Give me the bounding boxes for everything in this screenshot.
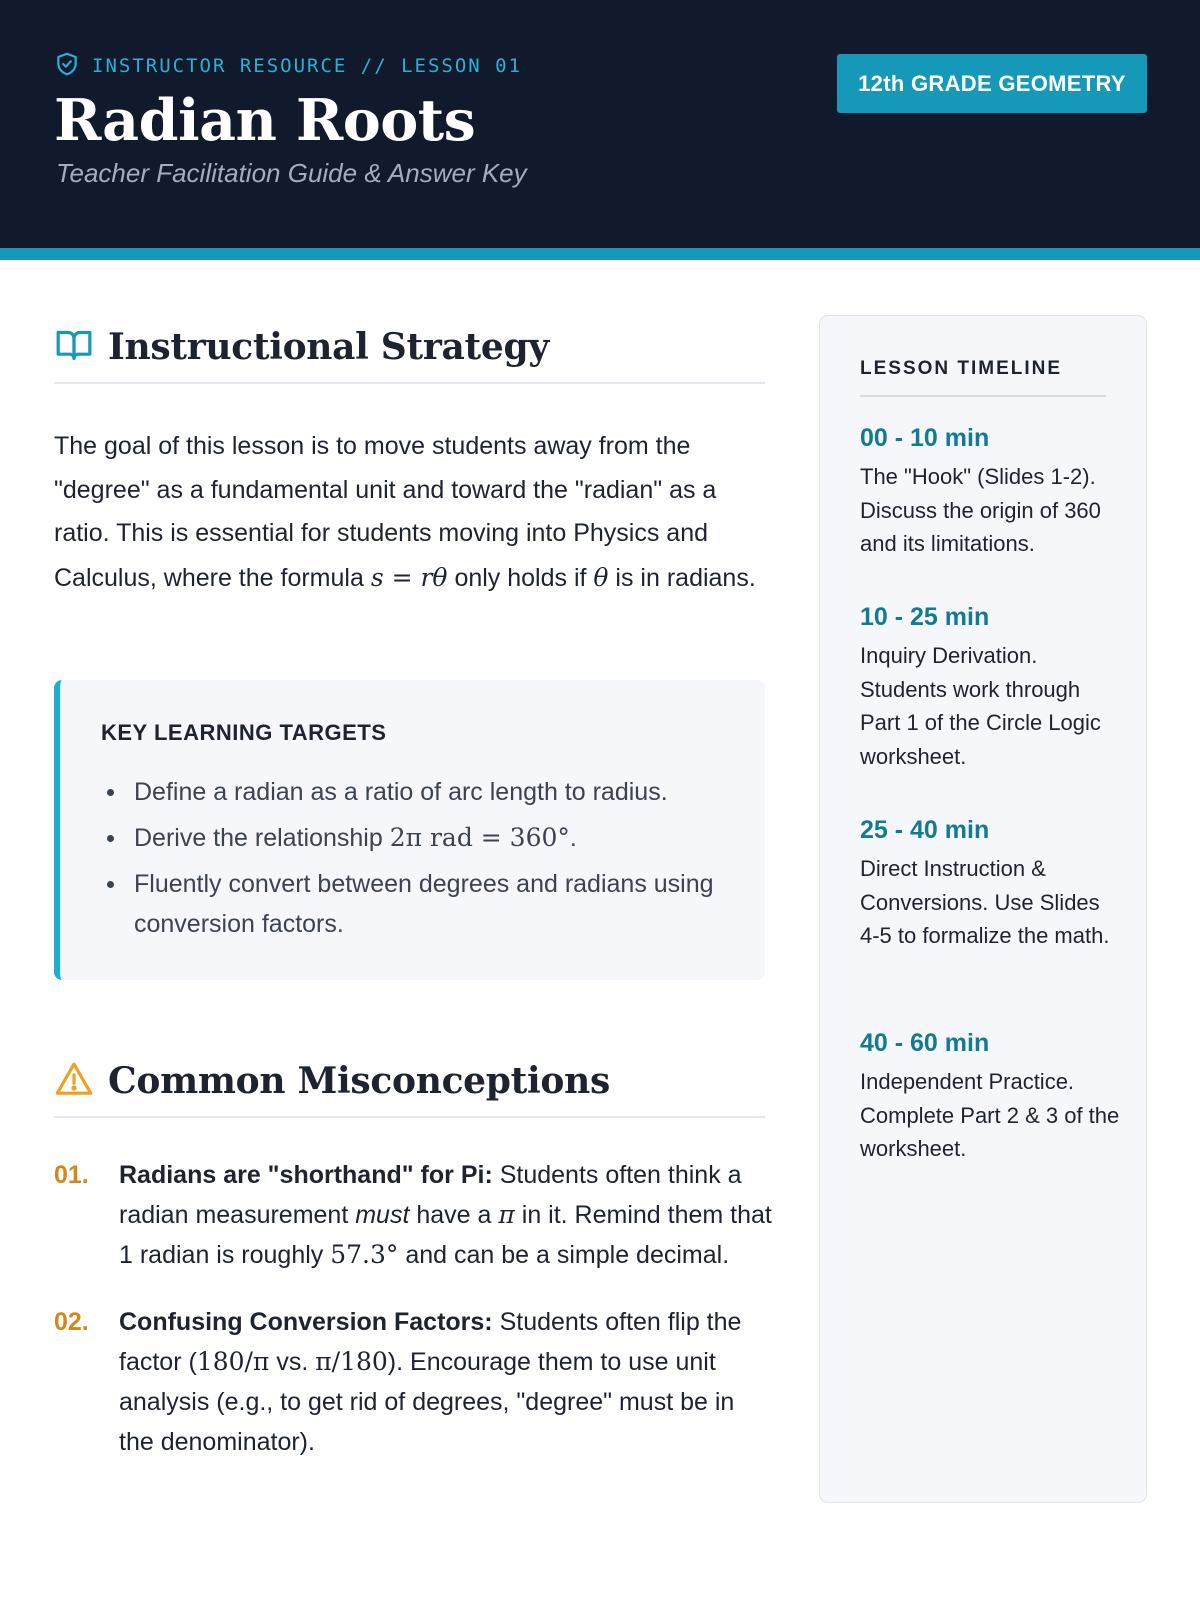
misconception-title: Radians are "shorthand" for Pi: — [119, 1161, 493, 1189]
learning-target-item: Fluently convert between degrees and radians using conversion factors. — [101, 864, 741, 944]
target-text: . — [569, 824, 577, 852]
intro-text: is in radians. — [608, 563, 756, 592]
misconception-title: Confusing Conversion Factors: — [119, 1308, 493, 1336]
warning-triangle-icon — [54, 1059, 94, 1104]
timeline-description: Inquiry Derivation. Students work through Part 1 of the Circle Logic worksheet. — [860, 643, 1101, 769]
page-title: Radian Roots — [54, 87, 476, 154]
timeline-time: 25 - 40 min — [860, 816, 990, 844]
eyebrow-text: INSTRUCTOR RESOURCE // LESSON 01 — [92, 55, 523, 77]
radian-degree-relation: 2π rad = 360° — [389, 823, 570, 852]
timeline-description: Independent Practice. Complete Part 2 & 3 of the worksheet. — [860, 1069, 1120, 1161]
theta-symbol: θ — [593, 562, 609, 592]
instructional-strategy-heading — [54, 312, 765, 384]
pi-symbol: π — [498, 1200, 515, 1229]
shield-check-icon — [54, 51, 80, 82]
misconception-item — [54, 1302, 774, 1462]
strategy-intro — [54, 425, 765, 600]
misconception-text: ). Encourage them to use unit analysis (e.g., to get rid of degrees, "degree" must be in the denominator). — [119, 1348, 735, 1456]
section-title: Instructional Strategy — [108, 326, 549, 368]
open-book-icon — [54, 325, 94, 370]
misconception-text: vs. — [269, 1348, 316, 1376]
header-accent-bar — [0, 248, 1200, 260]
timeline-item — [860, 599, 1120, 773]
timeline-heading: LESSON TIMELINE — [860, 358, 1106, 397]
intro-text: The goal of this lesson is to move students away from the "degree" as a fundamental unit and toward the "radian" as a ratio. This is essential for students moving into Physics and Calculus, where the formula — [54, 432, 717, 592]
learning-targets-list — [101, 772, 741, 950]
misconception-text: in it. Remind them that 1 radian is roughly — [119, 1201, 772, 1269]
learning-target-item — [101, 818, 741, 858]
lesson-timeline-sidebar — [819, 315, 1147, 1503]
resource-eyebrow — [54, 52, 522, 80]
timeline-time: 40 - 60 min — [860, 1029, 990, 1057]
common-misconceptions-heading — [54, 1046, 765, 1118]
grade-badge: 12th GRADE GEOMETRY — [837, 54, 1147, 113]
page-header — [0, 0, 1200, 248]
learning-targets-heading: KEY LEARNING TARGETS — [101, 720, 387, 745]
intro-text: only holds if — [447, 563, 594, 592]
section-title: Common Misconceptions — [108, 1060, 610, 1102]
misconception-emphasis: must — [355, 1201, 410, 1229]
misconception-text: have a — [409, 1201, 499, 1229]
page-subtitle: Teacher Facilitation Guide & Answer Key — [56, 158, 527, 188]
misconception-text: Students often think a radian measurement — [119, 1161, 742, 1229]
misconception-number: 02. — [54, 1308, 89, 1336]
conversion-factor: 180/π — [196, 1347, 270, 1376]
timeline-item — [860, 1025, 1120, 1166]
target-text: Derive the relationship — [134, 824, 390, 852]
conversion-factor: π/180 — [315, 1347, 388, 1376]
timeline-description: Direct Instruction & Conversions. Use Slides 4-5 to formalize the math. — [860, 856, 1110, 948]
misconception-number: 01. — [54, 1161, 89, 1189]
learning-targets-box — [54, 680, 765, 980]
misconception-item — [54, 1155, 774, 1275]
misconception-text: and can be a simple decimal. — [398, 1241, 730, 1269]
timeline-description: The "Hook" (Slides 1-2). Discuss the origin of 360 and its limitations. — [860, 464, 1101, 556]
radian-value: 57.3° — [330, 1240, 399, 1269]
timeline-item — [860, 420, 1120, 561]
timeline-item — [860, 812, 1120, 953]
learning-target-item: Define a radian as a ratio of arc length to radius. — [101, 772, 741, 812]
misconception-text: Students often flip the factor ( — [119, 1308, 742, 1376]
timeline-time: 10 - 25 min — [860, 603, 990, 631]
misconceptions-list — [54, 1155, 774, 1489]
arc-length-formula: s = rθ — [370, 562, 448, 592]
timeline-time: 00 - 10 min — [860, 424, 990, 452]
